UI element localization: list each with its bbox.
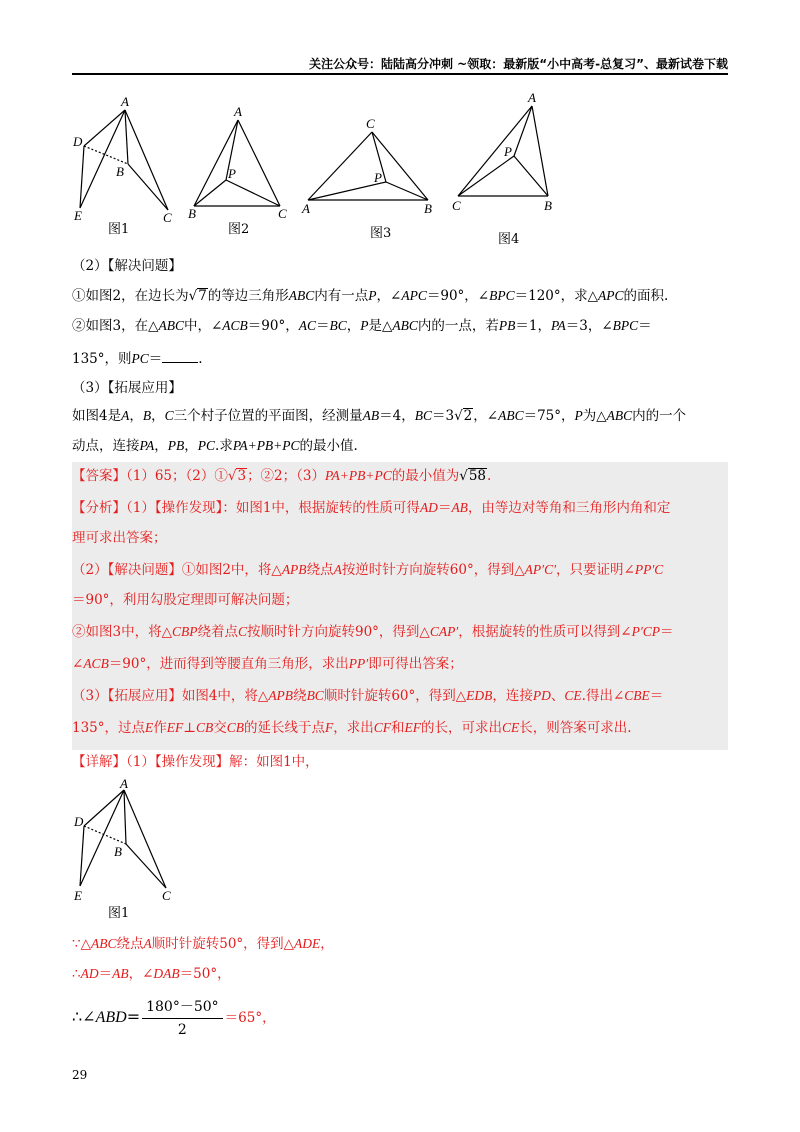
math: EDB [466,688,493,703]
figure-2-diagram [188,104,298,221]
fig3-label-p: P [374,170,382,185]
math: ABC [90,936,117,951]
answer-blank [162,348,198,363]
text: ＝3 [431,408,455,424]
fig1-label-a: A [121,94,129,109]
fig1-label-b: B [116,164,124,179]
figure-2 [188,106,298,236]
radicand: 3 [237,468,247,484]
text: . [487,468,492,484]
math: ABC [288,288,315,303]
math: ADE [294,936,321,951]
text: 绕 [293,688,307,704]
text: 、 [550,688,565,704]
math: PP′ [348,656,369,671]
figure-4 [450,90,560,247]
text: . [198,351,203,367]
text: ， [154,438,168,454]
math: PD [532,688,551,703]
math: AD [80,966,99,981]
text: ， [184,438,198,454]
detail-step-1 [72,934,728,954]
math: APB [268,688,294,703]
analysis-1 [72,498,728,518]
text: ，连接 [492,688,533,704]
text: ＝ [148,351,163,367]
math: P [360,318,369,333]
analysis-8 [72,718,728,738]
text: 按顺时针方向旋转90°，得到△ [247,624,430,640]
fig2-label-b: B [188,206,196,221]
math: EF [404,720,422,735]
fig1-label-c: C [163,210,172,225]
text: ，求出 [333,720,374,736]
text: ＝1， [515,318,551,334]
fig1-label-e: E [74,208,82,223]
math: C [237,624,247,639]
text: ∠ [72,656,84,672]
text: ②如图3，在△ [72,318,159,334]
fig1b-label-a: A [120,776,128,791]
text: 是△ [368,318,393,334]
text: ＝65°， [224,1010,276,1026]
math: PB [498,318,516,333]
page-number: 29 [72,1068,88,1082]
math: P [368,288,377,303]
text: ， [151,408,165,424]
text: 内有一点 [314,288,369,304]
text: ＝90°，进而得到等腰直角三角形，求出 [108,656,349,672]
text: ；②2；（3） [247,468,325,484]
fraction [142,996,223,1041]
text: 动点，连接 [72,438,140,454]
text: ，∠ [473,408,499,424]
text: （2）【解决问题】①如图2中，将△ [72,562,282,578]
figure-3-caption: 图3 [370,226,392,241]
figure-1-diagram [70,96,180,226]
text: ， [129,408,143,424]
text: 中，∠ [183,318,223,334]
math: PC [197,438,216,453]
math: CE [564,688,582,703]
sqrt-7: √7 [188,288,207,304]
math: BPC [489,288,515,303]
analysis-3 [72,560,728,580]
text: ，∠ [128,966,154,982]
math: A [121,408,130,423]
text: 的最小值. [299,438,358,454]
text: 和 [391,720,405,736]
section-2-title: （2）【解决问题】 [72,258,182,274]
text: 内的一点，若 [417,318,499,334]
text: ＝ [316,318,330,334]
denominator: 2 [177,1022,187,1038]
section-3-title: （3）【拓展应用】 [72,380,182,396]
math: PB [167,438,185,453]
radicand: 7 [198,288,207,304]
text: 【分析】（1）【操作发现】：如图1中，根据旋转的性质可得 [72,500,420,516]
fig4-label-b: B [544,198,552,213]
fig3-label-c: C [366,116,375,131]
text: ＝120°，求△ [514,288,599,304]
math: APC [598,288,624,303]
text: ，根据旋转的性质可以得到∠ [458,624,632,640]
math: AB [451,500,468,515]
numerator: 180°－50° [142,996,223,1019]
text: ∴ [72,966,81,982]
math: ABC [606,408,633,423]
fig4-label-c: C [452,198,461,213]
text: ，由等边对等角和三角形内角和定 [467,500,671,516]
text: ＝ [660,624,674,640]
fig1b-label-d: D [74,814,84,829]
text: = [126,1007,141,1026]
math: DAB [153,966,180,981]
analysis-6 [72,654,728,674]
math: AP′C′ [524,562,557,577]
math: AB [112,966,129,981]
math: PA [139,438,155,453]
text: 的延长线于点 [244,720,326,736]
math: AB [362,408,380,423]
text: 的长，可求出 [421,720,503,736]
text: ⊥ [183,720,196,736]
figure-4-diagram [450,92,560,217]
math: APC [401,288,427,303]
math: ABC [498,408,524,423]
text: ＝90°，∠ [426,288,490,304]
text: 135°，过点 [72,720,146,736]
text: 绕点 [306,562,334,578]
math: PA [551,318,566,333]
sqrt-3: √3 [227,468,247,484]
math: P′CP [631,624,661,639]
math: BPC [612,318,639,333]
text: ＝ [638,318,652,334]
radicand: 2 [463,408,473,424]
problem-2-1 [72,286,728,306]
math: CB [195,720,214,735]
text: 的最小值为 [391,468,460,484]
text: 的面积. [623,288,669,304]
detail-title: 【详解】（1）【操作发现】解：如图1中， [72,754,319,770]
problem-3-2 [72,436,728,456]
math: APB [281,562,307,577]
figure-1-caption: 图1 [108,222,130,237]
text: 交 [213,720,227,736]
math: B [142,408,152,423]
sqrt-2: √2 [454,408,473,424]
problem-3-1 [72,406,728,426]
text: ， [320,936,334,952]
text: 长，则答案可求出. [519,720,632,736]
text: ＝ [437,500,452,516]
math: PA+PB+PC [325,468,392,483]
radicand: 58 [468,468,487,484]
text: ②如图3中，将△ [72,624,172,640]
text: .求 [215,438,233,454]
detail-step-2 [72,964,728,984]
text: 为△ [582,408,607,424]
figure-1-repeat-diagram [72,778,182,903]
text: ∴∠ [72,1007,96,1026]
math: F [325,720,334,735]
figure-3-diagram [300,118,440,218]
text: 作 [153,720,167,736]
math: BC [414,408,432,423]
text: （3）【拓展应用】如图4中，将△ [72,688,269,704]
analysis-4: ＝90°，利用勾股定理即可解决问题； [72,592,299,608]
fig4-label-p: P [504,144,512,159]
figure-2-caption: 图2 [228,222,250,237]
math: ACB [222,318,248,333]
problem-2-2 [72,316,728,336]
math: E [145,720,154,735]
math: BC [306,688,324,703]
text: ＝50°， [179,966,231,982]
fig2-label-c: C [278,206,287,221]
math: PA+PB+PC [232,438,300,453]
text: 如图4是 [72,408,122,424]
math: ABC [392,318,418,333]
math: CAP′ [429,624,459,639]
figure-1-repeat-caption: 图1 [108,906,130,921]
text: 135°，则 [72,351,132,367]
math: AD [419,500,438,515]
math: CBE [624,688,650,703]
text: 绕着点 [197,624,238,640]
fig3-label-b: B [424,201,432,216]
text: ＝90°， [247,318,299,334]
math: PP′C [634,562,664,577]
figure-4-caption: 图4 [498,232,520,247]
figure-3 [300,118,440,243]
math: A [333,562,342,577]
text: 【答案】（1）65；（2）① [72,468,228,484]
math: AC [298,318,316,333]
answer-line [72,466,728,486]
text: ＝ [98,966,113,982]
text: 即可得出答案； [368,656,463,672]
math: C [164,408,174,423]
math: CE [502,720,520,735]
text: 绕点 [116,936,144,952]
text: 内的一个 [632,408,687,424]
math: ACB [83,656,109,671]
text: ∵△ [72,936,91,952]
text: ，只要证明∠ [556,562,635,578]
text: 按逆时针方向旋转60°，得到△ [341,562,525,578]
fig4-label-a: A [528,90,536,105]
text: ＝ [649,688,664,704]
analysis-5 [72,622,728,642]
math: P [574,408,583,423]
text: 顺时针旋转60°，得到△ [323,688,467,704]
fig1b-label-c: C [162,888,171,903]
text: 三个村子位置的平面图，经测量 [173,408,363,424]
math: CB [226,720,245,735]
text: 顺时针旋转50°，得到△ [151,936,295,952]
fig1b-label-e: E [74,888,82,903]
analysis-7 [72,686,728,706]
text: ＝75°， [523,408,575,424]
sqrt-58: √58 [459,468,487,484]
analysis-2: 理可求出答案； [72,530,167,546]
math: PC [131,351,149,366]
text: 的等边三角形 [207,288,289,304]
figure-1 [70,96,180,236]
fig1-label-d: D [73,134,83,149]
text: ①如图2，在边长为 [72,288,189,304]
math: BC [329,318,347,333]
math: ABD [95,1009,127,1026]
math: EF [166,720,184,735]
figure-1-repeat [72,776,174,921]
fig1b-label-b: B [114,844,122,859]
math: ABC [158,318,184,333]
fig2-label-a: A [234,104,242,119]
math: CF [373,720,392,735]
text: ＝3，∠ [565,318,613,334]
math: A [143,936,152,951]
header-rule [72,73,728,75]
page-header: 关注公众号：陆陆高分冲刺 ~领取：最新版“小中高考-总复习”、最新试卷下载 [309,57,728,71]
text: ，∠ [376,288,402,304]
text: ＝4， [379,408,415,424]
text: .得出∠ [581,688,625,704]
text: ， [346,318,361,334]
problem-2-2-cont [72,348,728,369]
detail-step-3 [72,996,728,1040]
fig3-label-a: A [302,201,310,216]
math: CBP [171,624,198,639]
fig2-label-p: P [228,166,236,181]
